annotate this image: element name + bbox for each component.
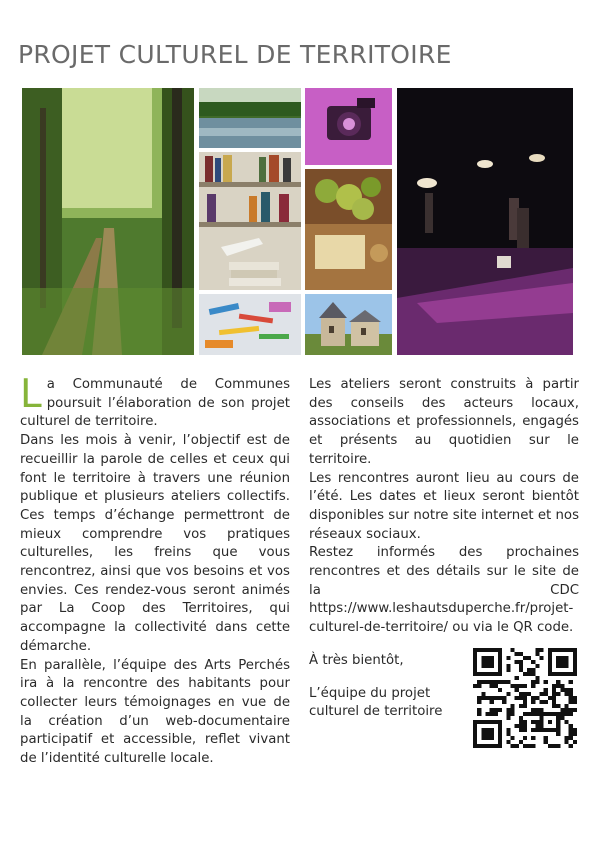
qr-code[interactable] xyxy=(473,648,577,748)
local-food-photo xyxy=(305,169,392,290)
signature: L’équipe du projet culturel de territoire xyxy=(309,685,443,720)
crafts-photo xyxy=(199,294,301,355)
forest-path-photo xyxy=(22,88,194,355)
drop-cap: L xyxy=(20,372,42,417)
text-column-left xyxy=(20,372,290,769)
intro-paragraph: La Communauté de Communes poursuit l’élaboration de son projet culturel de territoire. xyxy=(20,372,290,430)
meetings-paragraph: Les rencontres auront lieu au cours de l’été. Les dates et lieux seront bientôt disponibles sur notre site internet et nos réseaux sociaux. xyxy=(309,470,579,542)
camera-photo xyxy=(305,88,392,165)
chateau-photo xyxy=(305,294,392,355)
library-shelves-photo xyxy=(199,152,301,290)
workshops-paragraph: Les ateliers seront construits à partir des conseils des acteurs locaux, associations et professionnels, engagés et présents au quotidien sur le territoire. xyxy=(309,377,579,467)
lake-photo xyxy=(199,88,301,148)
greeting: À très bientôt, xyxy=(309,652,404,668)
objective-paragraph: Dans les mois à venir, l’objectif est de recueillir la parole de celles et ceux qui font le territoire à travers une réunion publique et plusieurs ateliers collectifs. Ces temps d’échange permettront de mieux comprendre vos pratiques culturelles, les freins que vous rencontrez, ainsi que vos besoins et vos envies. Ces rendez-vous seront animés par La Coop des Territoires, qui accompagne la collectivité dans cette démarche. xyxy=(20,433,290,654)
website-paragraph: Restez informés des prochaines rencontres et des détails sur le site de la CDC https://www.leshautsduperche.fr/projet-culturel-de-territoire/ ou via le QR code. xyxy=(309,545,579,636)
arts-perches-paragraph: En parallèle, l’équipe des Arts Perchés ira à la rencontre des habitants pour collecter leurs témoignages en vue de la création d’un web-documentaire participatif et accessible, reflet vivant de l’identité culturelle locale. xyxy=(20,657,290,767)
page-title: PROJET CULTUREL DE TERRITOIRE xyxy=(18,40,452,69)
concert-stage-photo xyxy=(397,88,573,355)
